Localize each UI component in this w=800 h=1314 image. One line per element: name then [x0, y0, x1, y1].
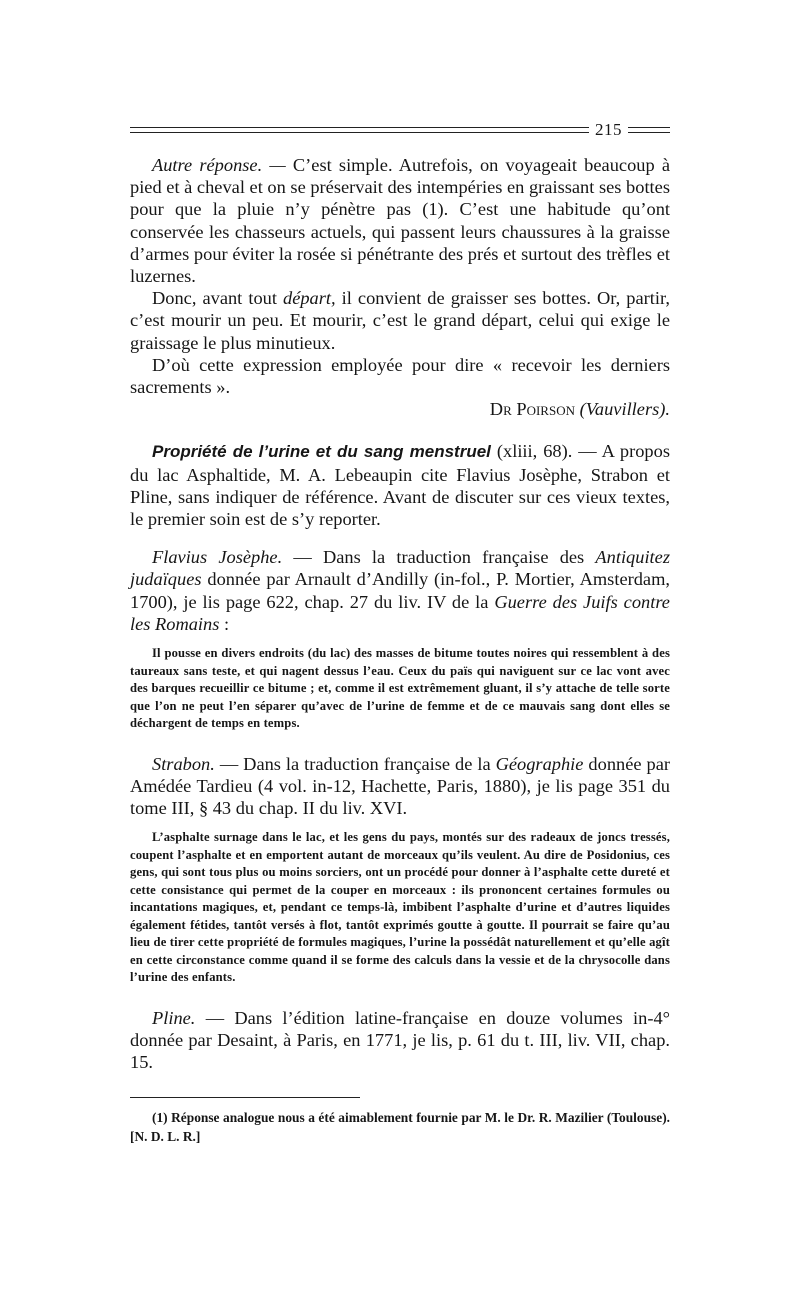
page-header [130, 118, 670, 142]
flavius-text-b: donnée par Arnault d’Andilly (in-fol., P. Mortier, Amsterdam, 1700), je lis page 622, chap. 27 du liv. IV de la [130, 569, 670, 612]
flavius-heading: Flavius Josèphe. [152, 547, 283, 568]
autre-reponse-paragraph-3: D’où cette expression employée pour dire « recevoir les derniers sacrements ». [130, 354, 670, 398]
signature [130, 398, 670, 420]
strabon-heading: Strabon. [152, 753, 215, 774]
p2-text-a: Donc, avant tout [152, 288, 277, 309]
strabon-quote: L’asphalte surnage dans le lac, et les gens du pays, montés sur des radeaux de joncs tressés, coupent l’asphalte et en emportent autant de morceaux qu’ils veulent. Au dire de Posidonius, ces gens, qui sont tous plus ou moins sorciers, ont un procédé pour donner à l’asphalte cette dureté et cette consistance qui permet de la couper en morceaux : ils prononcent certaines formules ou incantations magiques, et, pendant ce temps-là, imbibent l’asphalte d’urine et d’autres liquides également fétides, tantôt versés à flot, tantôt exprimés goutte à goutte. Il pourrait se faire qu’au lieu de tirer cette propriété de formules magiques, l’urine la possédât naturellement et qu’elle agît en cette circonstance comme quand il se forme des calculs dans la vessie et de la chrysocolle dans l’urine des enfants. [130, 830, 670, 985]
header-rule-right [628, 127, 670, 133]
flavius-paragraph [130, 546, 670, 635]
page [130, 118, 670, 1146]
p2-italic: départ, [283, 288, 336, 309]
page-number: 215 [595, 120, 622, 139]
autre-reponse-text: C’est simple. Autrefois, on voyageait beaucoup à pied et à cheval et on se préservait des intempéries en graissant ses bottes pour que la pluie n’y pénètre pas (1). C’est une habitude qu’ont conservée les chasseurs actuels, qui passent leurs chaussures à la graisse d’armes pour éviter la rosée si pénétrante des prés et surtout des trèfles et luzernes. [130, 155, 670, 287]
strabon-paragraph [130, 753, 670, 820]
flavius-title: Antiquitez judaïques [130, 547, 670, 590]
pline-text: — Dans l’édition latine-française en douze volumes in-4° donnée par Desaint, à Paris, en 1771, je lis, p. 61 du t. III, liv. VII, chap. 15. [130, 1007, 670, 1073]
strabon-title: Géographie [495, 753, 584, 774]
propriete-paragraph [130, 440, 670, 530]
flavius-quote: Il pousse en divers endroits (du lac) des masses de bitume toutes noires qui ressemblent à des taureaux sans teste, et qui nagent dessus l’eau. Ceux du païs qui naviguent sur ce lac vont avec des barques recueillir ce bitume ; et, comme il est extrêmement gluant, il s’y attache de telle sorte que l’on ne peut l’en séparer qu’avec de l’urine de femme et de ce mauvais sang dont elles se déchargent de temps en temps. [130, 646, 670, 731]
flavius-title-2: Guerre des Juifs contre les Romains [130, 591, 670, 634]
strabon-text-a: — Dans la traduction française de la [219, 753, 491, 774]
footnote: (1) Réponse analogue nous a été aimablement fournie par M. le Dr. R. Mazilier (Toulouse). [N. D. L. R.] [130, 1110, 670, 1145]
pline-heading: Pline. [152, 1007, 196, 1028]
autre-reponse-paragraph [130, 154, 670, 287]
autre-reponse-paragraph-2 [130, 287, 670, 354]
pline-paragraph [130, 1007, 670, 1074]
propriete-ref: (xliii, 68). — [496, 441, 597, 462]
propriete-text: A propos du lac Asphaltide, M. A. Lebeaupin cite Flavius Josèphe, Strabon et Pline, sans indiquer de référence. Avant de discuter sur ces vieux textes, le premier soin est de s’y reporter. [130, 441, 670, 530]
propriete-heading: Propriété de l’urine et du sang menstruel [152, 442, 491, 462]
autre-reponse-heading: Autre réponse. — [152, 155, 286, 175]
flavius-text-a: — Dans la traduction française des [293, 547, 585, 568]
p2-text-b: il convient de graisser ses bottes. Or, partir, c’est mourir un peu. Et mourir, c’est le grand départ, celui qui exige le graissage le plus minutieux. [130, 288, 670, 353]
signature-place: (Vauvillers). [579, 399, 670, 420]
header-rule-left [130, 127, 589, 133]
flavius-text-c: : [224, 613, 230, 634]
strabon-text-b: donnée par Amédée Tardieu (4 vol. in-12, Hachette, Paris, 1880), je lis page 351 du tome III, § 43 du chap. II du liv. XVI. [130, 753, 670, 818]
signature-name: Dr Poirson [489, 399, 575, 420]
